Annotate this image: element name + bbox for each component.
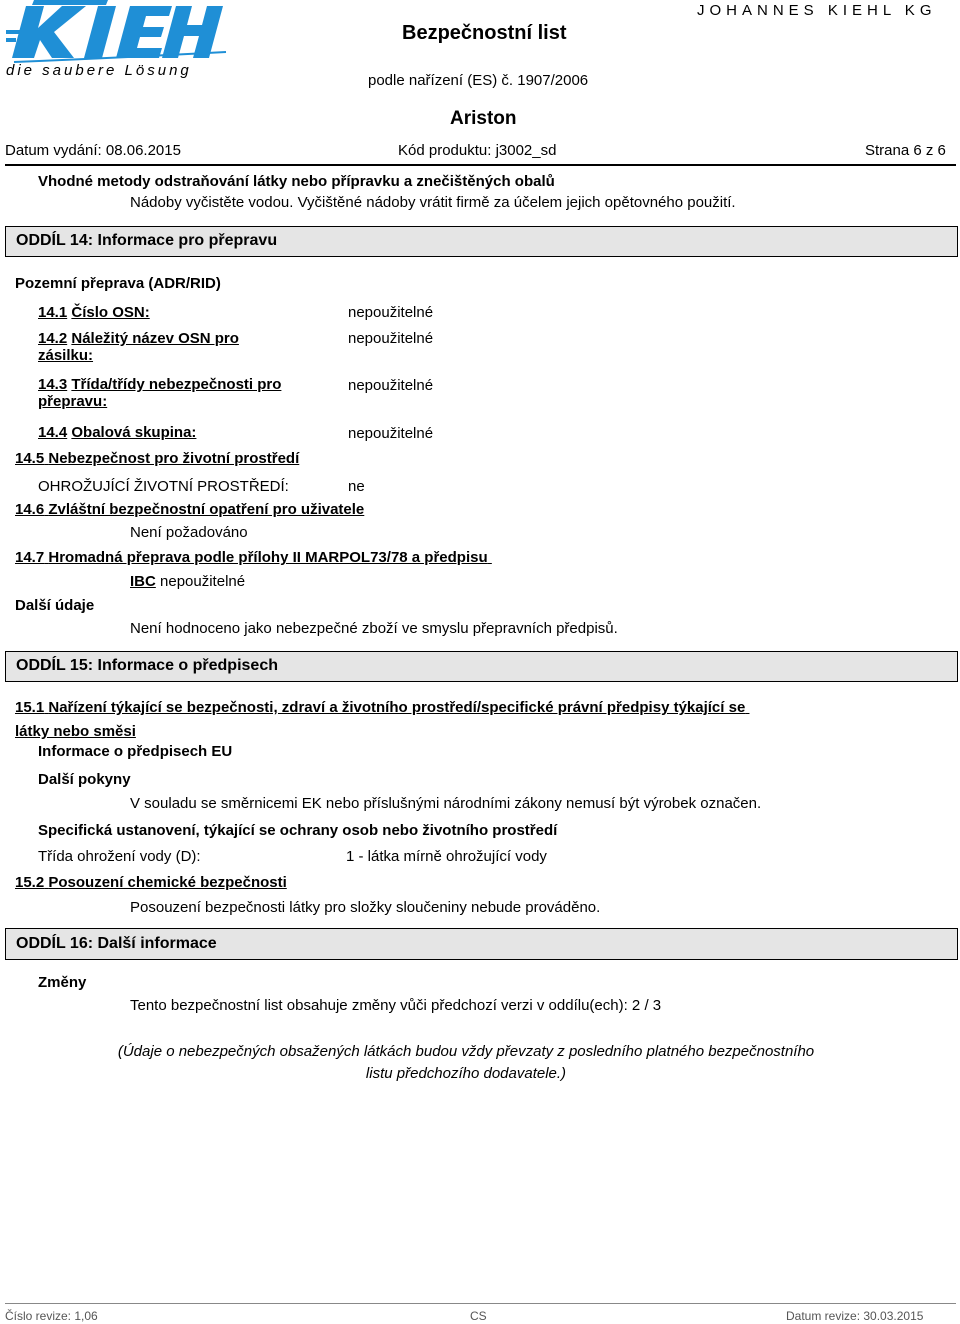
- disposal-heading: Vhodné metody odstraňování látky nebo přípravku a znečištěných obalů: [38, 173, 555, 190]
- document-title: Bezpečnostní list: [402, 22, 567, 44]
- further-info-text: Není hodnoceno jako nebezpečné zboží ve smyslu přepravních předpisů.: [130, 620, 618, 637]
- item-14-7-heading: 14.7 Hromadná přeprava podle přílohy II MARPOL73/78 a předpisu: [15, 549, 488, 566]
- item-14-3-label: 14.3 Třída/třídy nebezpečnosti pro přepravu:: [38, 376, 282, 410]
- regulation-ref: podle nařízení (ES) č. 1907/2006: [368, 72, 589, 89]
- section-15-title: ODDÍL 15: Informace o předpisech: [16, 657, 278, 674]
- env-hazard-value: ne: [348, 478, 365, 495]
- water-hazard-label: Třída ohrožení vody (D):: [38, 848, 201, 865]
- chemical-safety-text: Posouzení bezpečnosti látky pro složky sloučeniny nebude prováděno.: [130, 899, 601, 916]
- ibc-line: [130, 573, 245, 590]
- additional-notes-heading: Další pokyny: [38, 771, 131, 788]
- env-hazard-label: OHROŽUJÍCÍ ŽIVOTNÍ PROSTŘEDÍ:: [38, 478, 289, 495]
- item-14-6-heading: 14.6 Zvláštní bezpečnostní opatření pro uživatele: [15, 501, 365, 518]
- item-14-5-heading: 14.5 Nebezpečnost pro životní prostředí: [15, 450, 300, 467]
- item-14-1-value: nepoužitelné: [348, 304, 434, 321]
- revision-number: Číslo revize: 1,06: [5, 1309, 98, 1323]
- item-14-2-value: nepoužitelné: [348, 330, 434, 347]
- header-divider: [5, 164, 956, 166]
- section-14-header: [5, 226, 958, 257]
- section-14-title: ODDÍL 14: Informace pro přepravu: [16, 232, 278, 249]
- item-14-4-value: nepoužitelné: [348, 425, 434, 442]
- specific-provisions-heading: Specifická ustanovení, týkající se ochrany osob nebo životního prostředí: [38, 822, 558, 839]
- ibc-value: nepoužitelné: [160, 573, 246, 590]
- disposal-text: Nádoby vyčistěte vodou. Vyčištěné nádoby vrátit firmě za účelem jejich opětovného použití.: [130, 194, 736, 211]
- supplier-note: (Údaje o nebezpečných obsažených látkách budou vždy převzaty z posledního platného bezpečnostního listu předchozího dodavatele.): [117, 1043, 815, 1082]
- eu-regulations-heading: Informace o předpisech EU: [38, 743, 233, 760]
- section-15-header: [5, 651, 958, 682]
- section-16-title: ODDÍL 16: Další informace: [16, 935, 217, 952]
- additional-notes-text: V souladu se směrnicemi EK nebo příslušnými národními zákony nemusí být výrobek označen.: [130, 795, 762, 812]
- item-15-1-heading: 15.1 Nařízení týkající se bezpečnosti, zdraví a životního prostředí/specifické právní předpisy týkající se látky nebo směsi: [15, 699, 746, 740]
- language-code: CS: [470, 1309, 487, 1323]
- item-14-2-label: 14.2 Náležitý název OSN pro zásilku:: [38, 330, 239, 364]
- item-14-4-label: 14.4 Obalová skupina:: [38, 424, 197, 441]
- issue-date: Datum vydání: 08.06.2015: [5, 142, 181, 159]
- item-14-1-label: 14.1 Číslo OSN:: [38, 304, 150, 321]
- water-hazard-value: 1 - látka mírně ohrožující vody: [346, 848, 547, 865]
- ibc-label: IBC: [130, 573, 156, 590]
- changes-label: Změny: [38, 974, 87, 991]
- item-15-2-heading: 15.2 Posouzení chemické bezpečnosti: [15, 874, 287, 891]
- company-logo: [4, 0, 229, 82]
- item-14-3-value: nepoužitelné: [348, 377, 434, 394]
- further-info-label: Další údaje: [15, 597, 95, 614]
- revision-date: Datum revize: 30.03.2015: [786, 1309, 924, 1323]
- product-name: Ariston: [450, 108, 517, 129]
- section-16-header: [5, 928, 958, 960]
- land-transport-heading: Pozemní přeprava (ADR/RID): [15, 275, 221, 292]
- page-number: Strana 6 z 6: [865, 142, 946, 159]
- changes-text: Tento bezpečnostní list obsahuje změny vůči předchozí verzi v oddílu(ech): 2 / 3: [130, 997, 662, 1014]
- company-name: JOHANNES KIEHL KG: [697, 2, 937, 19]
- product-code: Kód produktu: j3002_sd: [398, 142, 557, 159]
- logo-slogan: die saubere Lösung: [6, 62, 192, 79]
- footer-divider: [5, 1303, 956, 1304]
- special-precautions-text: Není požadováno: [130, 524, 248, 541]
